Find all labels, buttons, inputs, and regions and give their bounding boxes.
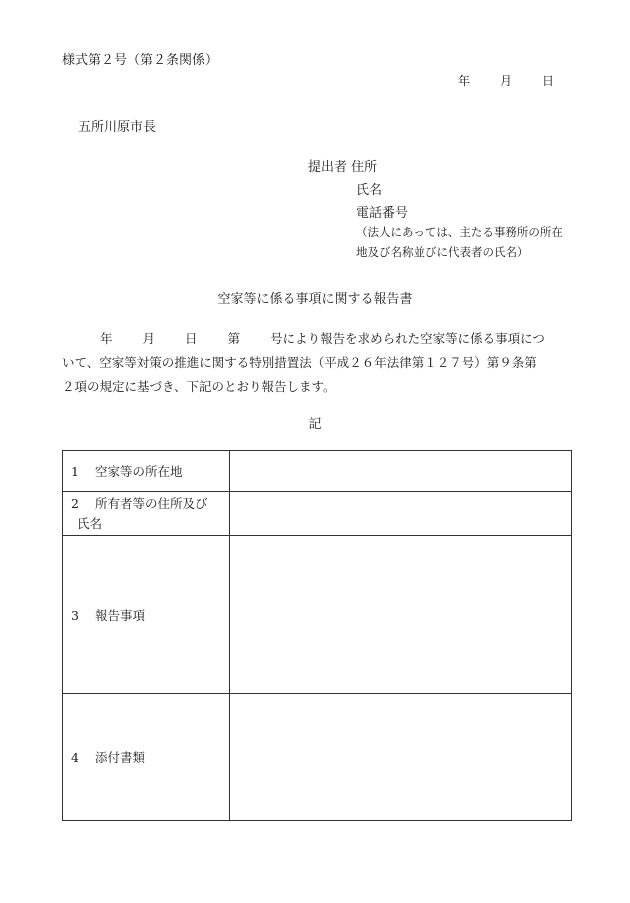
submitter-phone-label: 電話番号 xyxy=(356,206,409,221)
owner-input-cell[interactable] xyxy=(230,492,572,536)
report-table xyxy=(62,450,572,821)
row-label-owner: 2 所有者等の住所及び 氏名 xyxy=(63,492,230,536)
table-row xyxy=(63,694,572,821)
corp-note-line2: 地及び名称並びに代表者の氏名） xyxy=(356,245,529,259)
date-line xyxy=(458,72,554,89)
submitter-address-line xyxy=(308,156,377,175)
submitter-address-label: 住所 xyxy=(351,160,378,175)
date-day: 日 xyxy=(542,74,555,88)
table-row xyxy=(63,536,572,694)
report-items-input-cell[interactable] xyxy=(230,536,572,694)
row-label-attachments: 4 添付書類 xyxy=(63,694,230,821)
body-year: 年 xyxy=(100,331,113,346)
body-day: 日 xyxy=(185,331,198,346)
addressee: 五所川原市長 xyxy=(78,120,157,135)
body-line1-rest: 号により報告を求められた空家等に係る事項につ xyxy=(270,331,545,346)
attachments-input-cell[interactable] xyxy=(230,694,572,821)
document-title: 空家等に係る事項に関する報告書 xyxy=(217,292,413,307)
row-label-report-items: 3 報告事項 xyxy=(63,536,230,694)
body-line-1 xyxy=(62,327,582,351)
table-row xyxy=(63,492,572,536)
body-line-3: ２項の規定に基づき、下記のとおり報告します。 xyxy=(62,379,336,394)
form-number: 様式第２号（第２条関係） xyxy=(62,53,219,68)
submitter-name-label: 氏名 xyxy=(356,183,383,198)
row-label-location: 1 空家等の所在地 xyxy=(63,451,230,492)
table-row xyxy=(63,451,572,492)
ki-heading: 記 xyxy=(308,417,322,432)
body-line-2: いて、空家等対策の推進に関する特別措置法（平成２６年法律第１２７号）第９条第 xyxy=(62,355,537,370)
date-month: 月 xyxy=(500,74,513,88)
body-paragraph xyxy=(62,327,582,399)
date-year: 年 xyxy=(458,74,471,88)
corp-note-line1: （法人にあっては、主たる事務所の所在 xyxy=(356,225,563,239)
body-dai: 第 xyxy=(227,331,241,346)
body-month: 月 xyxy=(142,331,156,346)
location-input-cell[interactable] xyxy=(230,451,572,492)
submitter-label: 提出者 xyxy=(308,160,348,175)
